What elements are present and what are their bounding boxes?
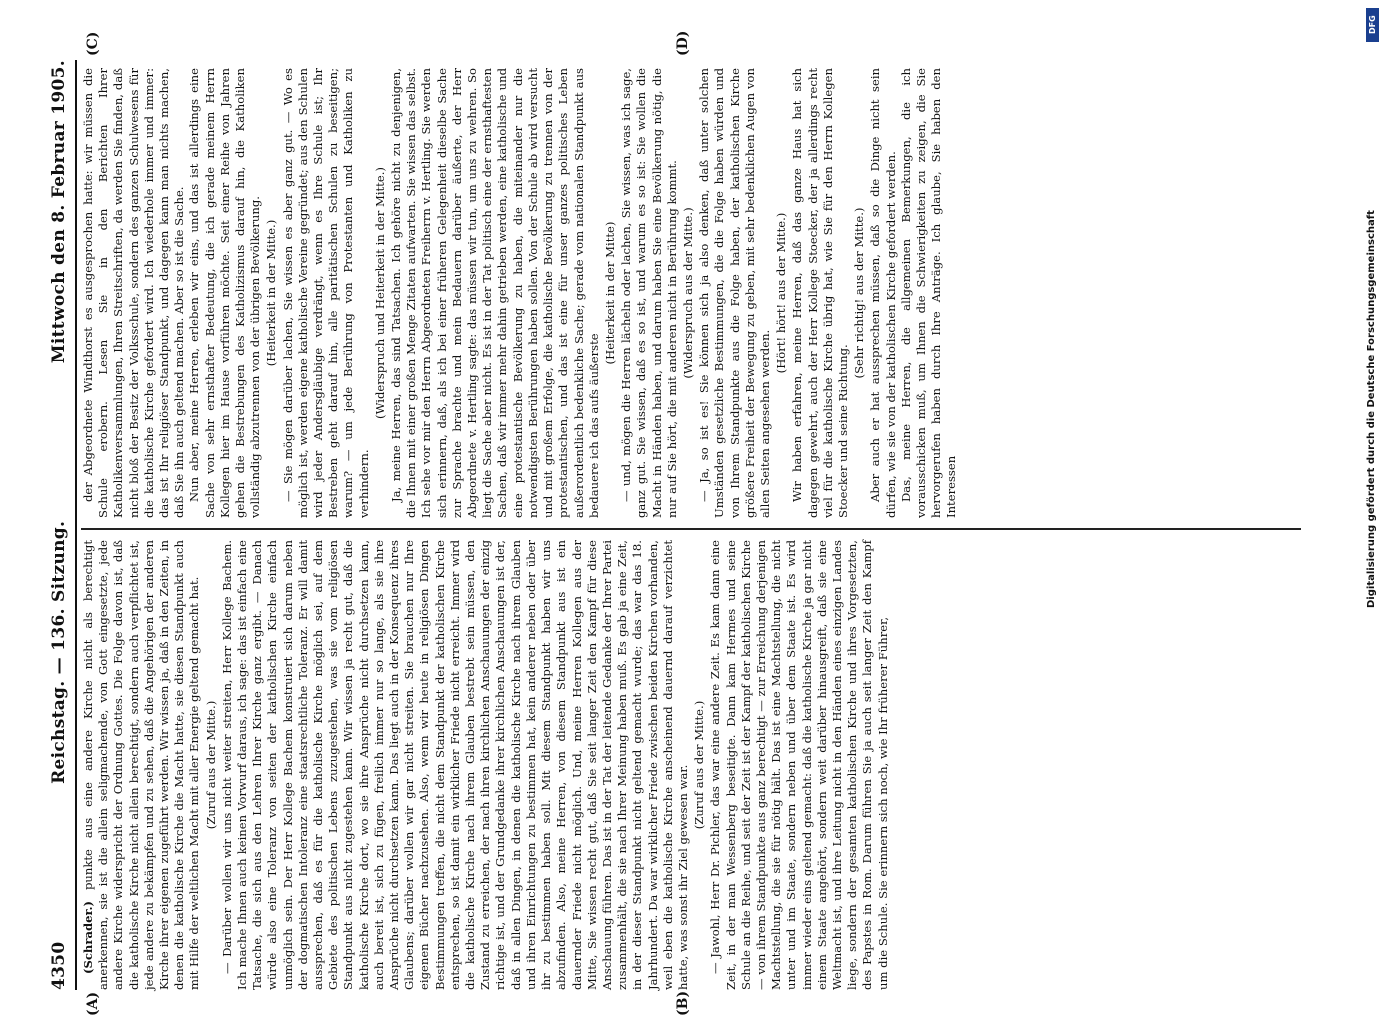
margin-marker-c: (C) bbox=[85, 31, 101, 56]
header-rule bbox=[75, 60, 77, 990]
rotated-page bbox=[45, 30, 1355, 1016]
paragraph: — Darüber wollen wir uns nicht weiter streiten, Herr Kollege Bachem. Ich mache Ihnen auch keinen Vorwurf daraus, ich sage: das ist einfach eine Tatsache, die sich aus den Lehren Ihrer Kirche ganz ergibt. — Danach würde also eine Toleranz von seiten der katholischen Kirche einfach unmöglich sein. Der Herr Kollege Bachem konstruiert sich darum neben der dogmatischen Intoleranz eine staatsrechtliche Toleranz. Er will damit aussprechen, daß es für die katholische Kirche möglich sei, auf dem Gebiete des politischen Lebens zuzugestehen, was sie vom religiösen Standpunkt aus nicht zugestehen kann. Wir wissen ja recht gut, daß die katholische Kirche dort, wo sie ihre Ansprüche nicht durchsetzen kann, auch bereit ist, sich zu fügen, freilich immer nur so lange, als sie ihre Ansprüche nicht durchsetzen kann. Das liegt auch in der Konsequenz ihres Glaubens; darüber wollen wir gar nicht streiten. Sie brauchen nur Ihre eigenen Bücher nachzusehen. Also, wenn wir heute in religiösen Dingen Bestimmungen treffen, die nicht dem Standpunkt der katholischen Kirche entsprechen, so ist damit ein wirklicher Friede nicht erreicht. Immer wird die katholische Kirche nach ihrem Glauben bestrebt sein müssen, den Zustand zu erreichen, der nach ihren kirchlichen Anschauungen der einzig richtige ist, und der Grundgedanke ihrer kirchlichen Anschauungen ist der, daß in allen Dingen, in denen die katholische Kirche nach ihrem Glauben und ihren Einrichtungen zu bestimmen hat, kein anderer neben oder über ihr zu bestimmen haben soll. Mit diesem Standpunkt haben wir uns abzufinden. Also, meine Herren, von diesem Standpunkt aus ist ein dauernder Friede nicht möglich. Und, meine Herren Kollegen aus der Mitte, Sie wissen recht gut, daß Sie seit langer Zeit den Kampf für diese Anschauung führen. Das ist in der Tat der leitende Gedanke der Ihrer Partei zusammenhält, die sie nach Ihrer Meinung haben muß. Es gab ja eine Zeit, in der dieser Standpunkt nicht geltend gemacht wurde; das war das 18. Jahrhundert. Da war wirklicher Friede zwischen beiden Kirchen vorhanden, weil eben die katholische Kirche anscheinend dauernd darauf verzichtet hatte, was sonst ihr Ziel gewesen war. bbox=[219, 540, 690, 990]
paragraph-text: punkte aus eine andere Kirche nicht als berechtigt anerkennen, sie ist die allein seligmachende, von Gott eingesetzte, jede andere Kirche widerspricht der Ordnung Gottes. Die Folge davon ist, daß die katholische Kirche nicht allein berechtigt, sondern auch verpflichtet ist, jede andere zu bekämpfen und zu sehen, daß die Angehörigen der anderen Kirche ihrer eigenen zugeführt werden. Wir wissen ja, daß in den Zeiten, in denen die katholische Kirche die Macht hatte, sie diesen Standpunkt auch mit Hilfe der weltlichen Macht mit aller Energie geltend gemacht hat. bbox=[81, 540, 202, 990]
interjection: (Widerspruch aus der Mitte.) bbox=[680, 207, 695, 379]
paragraph bbox=[81, 540, 203, 990]
paragraph: — Ja, so ist es! Sie können sich ja also denken, daß unter solchen Umständen gesetzliche Bestimmungen, die die Folge haben würden und von Ihrem Standpunkte aus die Folge haben, der katholischen Kirche größere Freiheit der Bewegung zu geben, mit sehr bedenklichen Augen von allen Seiten angesehen werden. bbox=[697, 68, 772, 518]
paragraph: Das, meine Herren, die allgemeinen Bemerkungen, die ich vorausschicken muß, um Ihnen die Schwierigkeiten zu zeigen, die Sie hervorgerufen haben durch Ihre Anträge. Ich glaube, Sie haben den Interessen bbox=[898, 68, 959, 518]
interjection: (Zuruf aus der Mitte.) bbox=[692, 700, 707, 830]
interjection: (Widerspruch und Heiterkeit in der Mitte.) bbox=[372, 167, 387, 419]
margin-marker-b: (B) bbox=[675, 990, 691, 1016]
paragraph: Wir haben erfahren, meine Herren, daß das ganze Haus hat sich dagegen gewehrt, auch der Herr Kollege Stoecker, der ja allerdings recht viel für die katholische Kirche übrig hat, wie Sie für den Herrn Kollegen Stoecker und seine Richtung. bbox=[790, 68, 850, 518]
column-divider bbox=[81, 529, 1301, 531]
margin-marker-a: (A) bbox=[85, 991, 101, 1016]
paragraph: der Abgeordnete Windthorst es ausgesprochen hatte: wir müssen die Schule erobern. Lesen Sie in den Berichten Ihrer Katholikenversammlungen, Ihren Streitschriften, da werden Sie finden, daß nicht bloß der Besitz der Volksschule, sondern des ganzen Schulwesens für die katholische Kirche gefordert wird. Ich wiederhole immer und immer: das ist Ihr religiöser Standpunkt, und dagegen kann man nichts machen, daß Sie ihn auch geltend machen. Aber so ist die Sache. bbox=[81, 68, 187, 518]
speaker-tag: (Schrader.) bbox=[81, 900, 95, 974]
session-date: Mittwoch den 8. Februar 1905. bbox=[49, 60, 69, 364]
dfg-logo: DFG bbox=[1366, 8, 1379, 42]
page-header bbox=[45, 60, 73, 990]
interjection: (Sehr richtig! aus der Mitte.) bbox=[852, 207, 867, 379]
paragraph: Ja, meine Herren, das sind Tatsachen. Ich gehöre nicht zu denjenigen, die Ihnen mit einer großen Menge Zitaten aufwarten. Sie wissen das selbst. Ich sehe vor mir den Herrn Abgeordneten Freiherrn v. Hertling. Sie werden sich erinnern, daß, als ich bei einer früheren Gelegenheit dieselbe Sache zur Sprache brachte und mein Bedauern darüber äußerte, der Herr Abgeordnete v. Hertling sagte: das müssen wir tun, um uns zu wehren. So liegt die Sache aber nicht. Es ist in der Tat politisch eine der ernsthaftesten Sachen, daß wir immer mehr dahin getrieben werden, eine katholische und eine protestantische Bevölkerung zu haben, die miteinander nur die notwendigsten Berührungen haben sollen. Von der Schule ab wird versucht und mit großem Erfolge, die katholische Bevölkerung zu trennen von der protestantischen, und das ist eine für unser ganzes politisches Leben außerordentlich bedenkliche Sache; gerade vom nationalen Standpunkt aus bedauere ich das aufs äußerste bbox=[389, 68, 601, 518]
interjection: (Zuruf aus der Mitte.) bbox=[203, 700, 218, 830]
margin-marker-d: (D) bbox=[675, 30, 691, 56]
paragraph: Nun aber, meine Herren, erleben wir eins, und das ist allerdings eine Sache von sehr ernsthafter Bedeutung, die ich gerade meinem Herrn Kollegen hier im Hause vorführen möchte. Seit einer Reihe von Jahren gehen die Bestrebungen des Katholizismus darauf hin, die Katholiken vollständig abzutrennen von der übrigen Bevölkerung. bbox=[187, 68, 263, 518]
interjection: (Hört! hört! aus der Mitte.) bbox=[774, 212, 789, 374]
paragraph: Aber auch er hat aussprechen müssen, daß so die Dinge nicht sein dürfen, wie sie von der katholischen Kirche gefordert werden. bbox=[868, 68, 898, 518]
digitization-credit: Digitalisierung gefördert durch die Deutsche Forschungsgemeinschaft bbox=[1366, 210, 1377, 608]
page-content bbox=[45, 30, 1355, 1016]
paragraph: — Sie mögen darüber lachen, Sie wissen es aber ganz gut. — Wo es möglich ist, werden eigene katholische Vereine gegründet; aus den Schulen wird jeder Andersgläubige verdrängt, wenn es Ihre Schule ist; Ihr Bestreben geht darauf hin, alle paritätischen Schulen zu beseitigen; warum? — um jede Berührung von Protestanten und Katholiken zu verhindern. bbox=[280, 68, 371, 518]
left-column bbox=[81, 540, 1311, 990]
right-column bbox=[81, 68, 1311, 518]
interjection: (Heiterkeit in der Mitte.) bbox=[264, 219, 279, 367]
interjection: (Heiterkeit in der Mitte) bbox=[602, 221, 617, 365]
paragraph: — Jawohl, Herr Dr. Pichler, das war eine andere Zeit. Es kam dann eine Zeit, in der man Wessenberg beseitigte. Dann kam Hermes und seine Schule an die Reihe, und seit der Zeit ist der Kampf der katholischen Kirche — von ihrem Standpunkte aus ganz berechtigt — zur Erreichung derjenigen Machtstellung, die sie für nötig hält. Das ist eine Machtstellung, die nicht unter und im Staate, sondern neben und über dem Staate ist. Es wird immer wieder eins geltend gemacht: daß die katholische Kirche ja gar nicht einem Staate angehört, sondern weit darüber hinausgreift, daß sie eine Weltmacht ist, und ihre Leitung nicht in den Händen eines einzigen Landes liege, sondern der gesamten katholischen Kirche und ihres Vorgesetzten, des Papstes in Rom. Darum führen Sie ja auch seit langer Zeit den Kampf um die Schule. Sie erinnern sich noch, wie Ihr früherer Führer, bbox=[708, 540, 890, 990]
page-number: 4350 bbox=[49, 941, 69, 990]
paragraph: — und, mögen die Herren lächeln oder lachen, Sie wissen, was ich sage, ganz gut. Sie wissen, daß es so ist, und warum es so ist: Sie wollen die Macht in Händen haben, und darum haben Sie eine Bevölkerung nötig, die nur auf Sie hört, die mit anderen nicht in Berührung kommt. bbox=[619, 68, 679, 518]
page-title: Reichstag. — 136. Sitzung. bbox=[49, 520, 69, 784]
